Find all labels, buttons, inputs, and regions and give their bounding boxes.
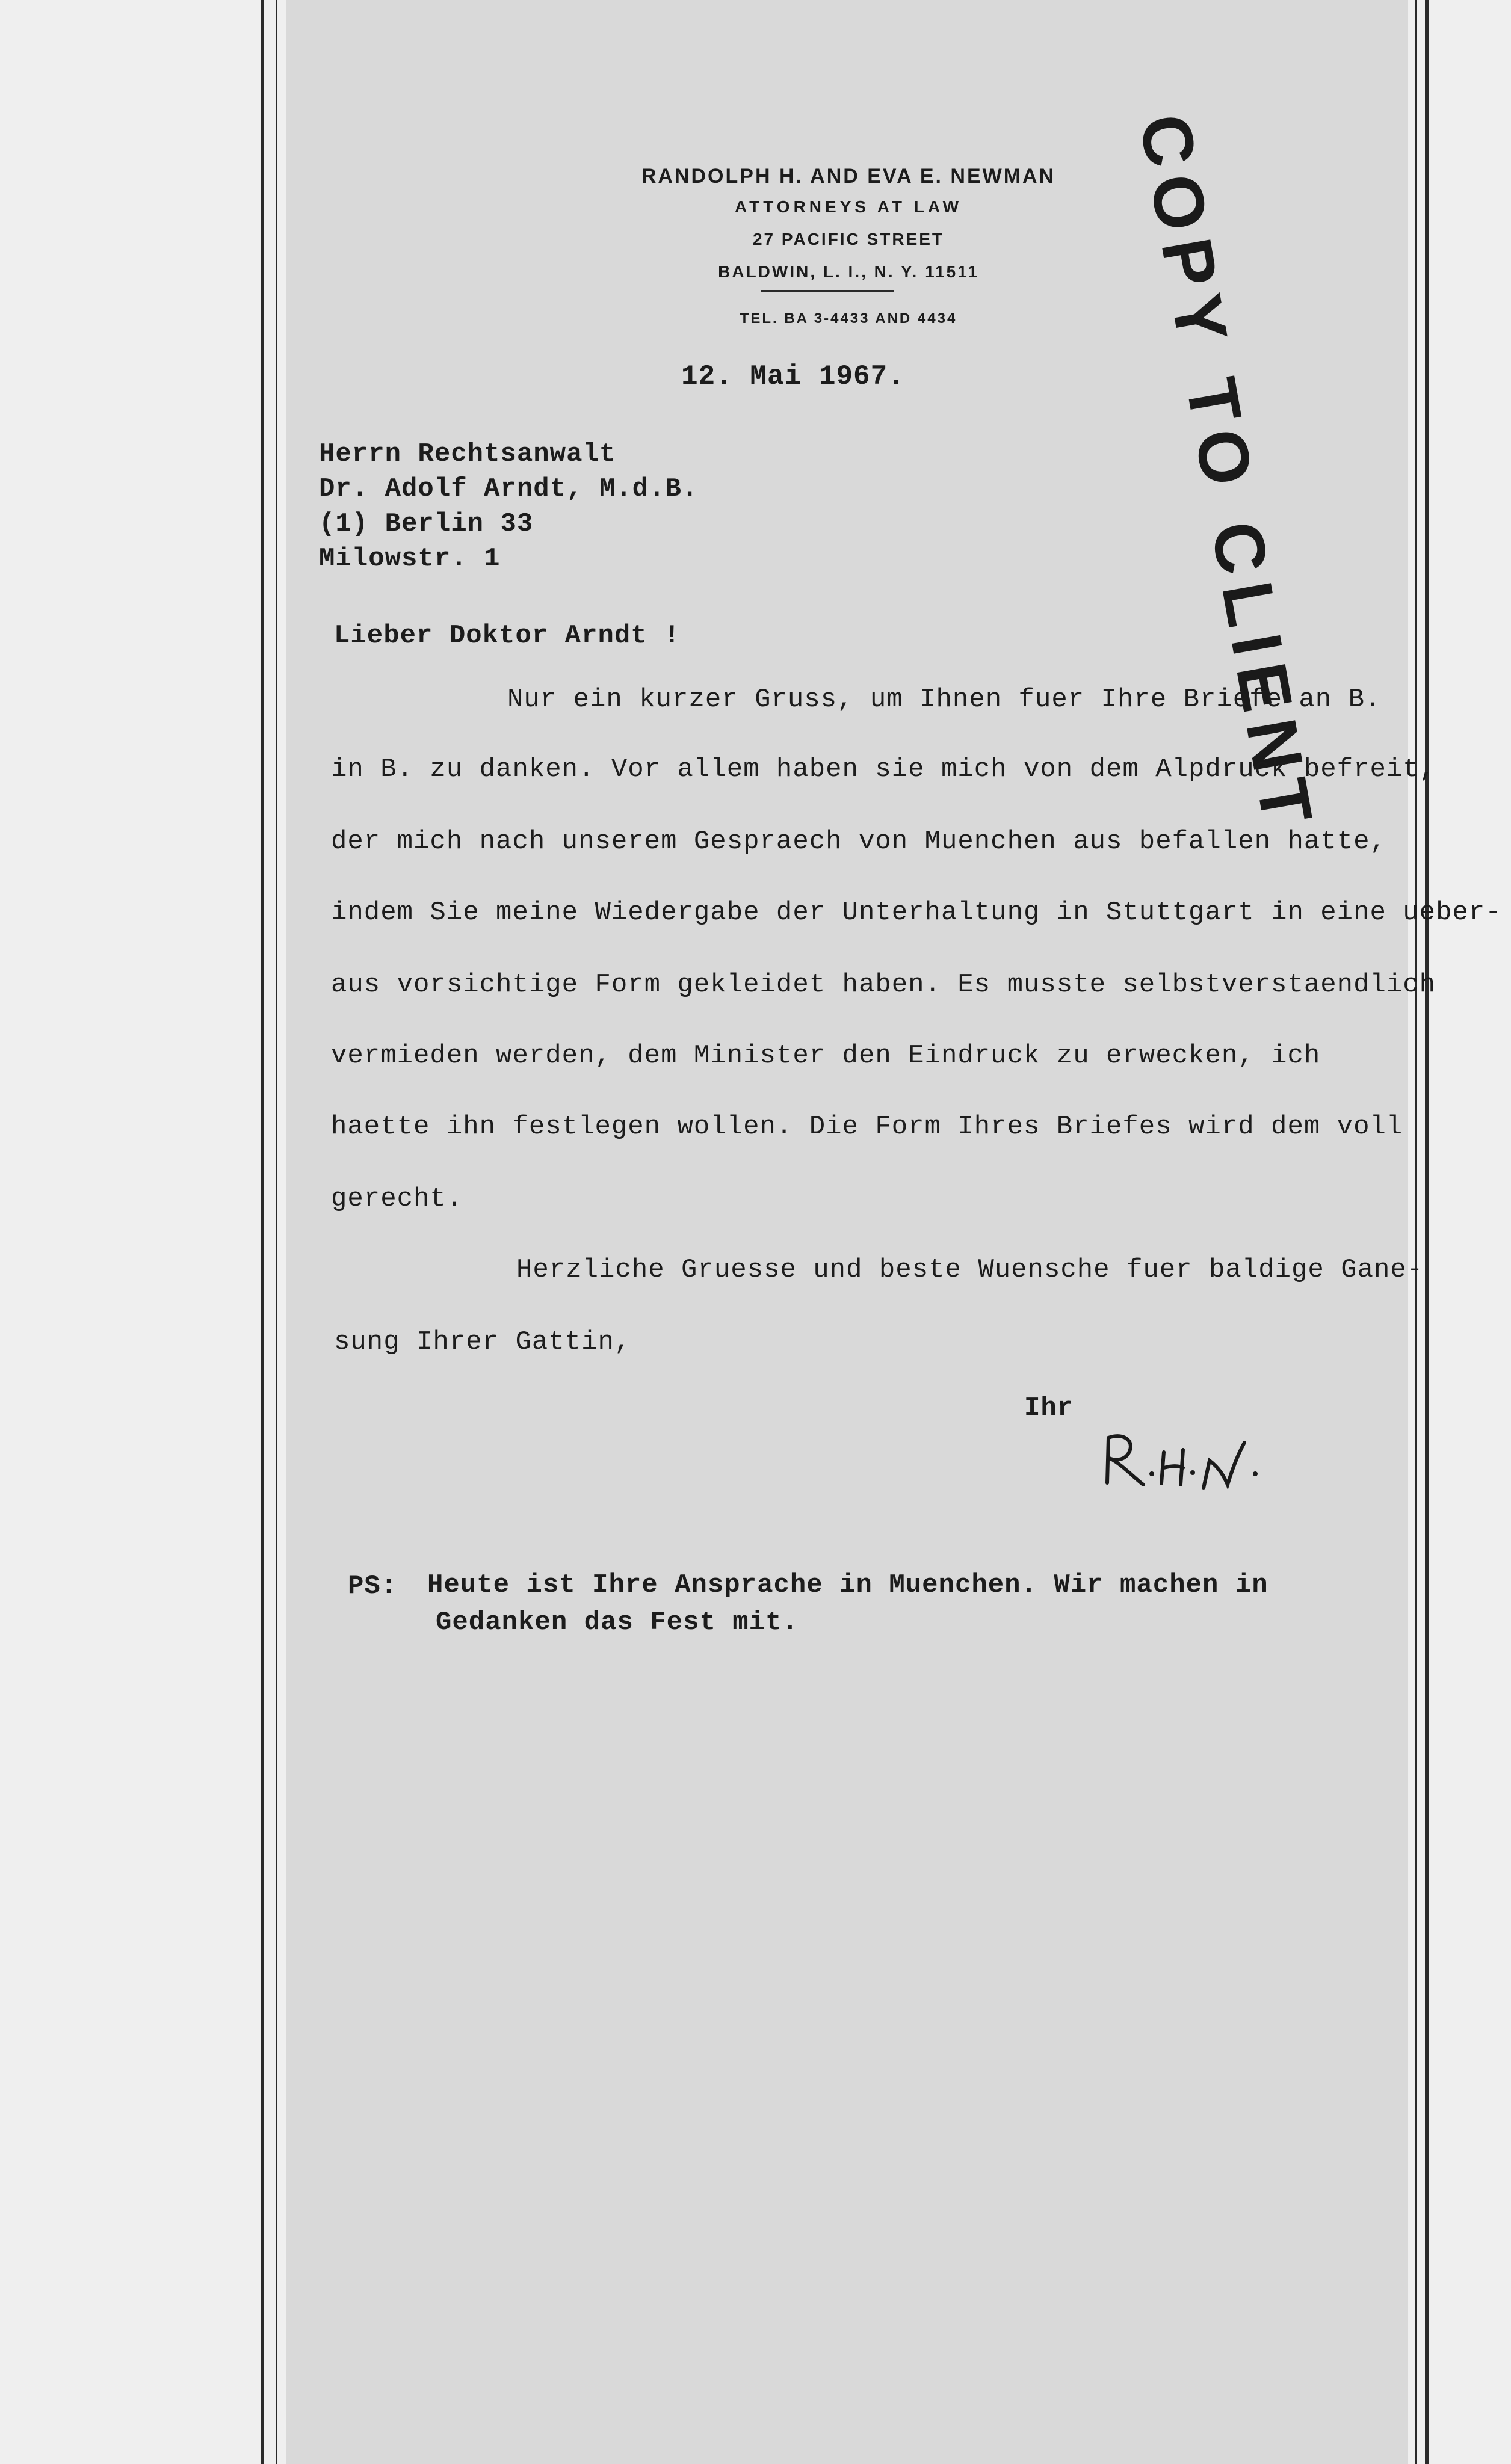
body-line: Nur ein kurzer Gruss, um Ihnen fuer Ihre Briefe an B. <box>507 685 1382 715</box>
closing: Ihr <box>1024 1393 1074 1423</box>
letterhead-profession: ATTORNEYS AT LAW <box>734 197 963 216</box>
body-line: vermieden werden, dem Minister den Eindruck zu erwecken, ich <box>331 1041 1321 1071</box>
body-line: aus vorsichtige Form gekleidet haben. Es musste selbstverstaendlich <box>331 970 1436 1000</box>
recipient-line: Dr. Adolf Arndt, M.d.B. <box>319 474 699 504</box>
letter-date: 12. Mai 1967. <box>681 361 905 392</box>
recipient-line: Milowstr. 1 <box>319 544 501 574</box>
body-line: haette ihn festlegen wollen. Die Form Ihres Briefes wird dem voll <box>331 1112 1403 1142</box>
letterhead-city: BALDWIN, L. I., N. Y. 11511 <box>718 262 979 281</box>
letterhead-divider <box>761 290 894 292</box>
letterhead-street: 27 PACIFIC STREET <box>752 230 945 248</box>
right-margin-rule <box>1415 0 1417 2464</box>
recipient-line: (1) Berlin 33 <box>319 509 534 539</box>
body-line: indem Sie meine Wiedergabe der Unterhaltung in Stuttgart in eine ueber- <box>331 898 1502 928</box>
body-line: sung Ihrer Gattin, <box>334 1327 631 1357</box>
left-margin-rule <box>261 0 264 2464</box>
body-line: gerecht. <box>331 1184 463 1214</box>
recipient-line: Herrn Rechtsanwalt <box>319 439 616 469</box>
letterhead-telephone: TEL. BA 3-4433 AND 4434 <box>740 310 957 327</box>
left-margin-rule-inner <box>276 0 277 2464</box>
body-line: der mich nach unserem Gespraech von Muenchen aus befallen hatte, <box>331 827 1386 857</box>
postscript-label: PS: <box>348 1571 398 1601</box>
signature <box>1101 1426 1264 1498</box>
body-line: Herzliche Gruesse und beste Wuensche fuer baldige Gane- <box>516 1255 1424 1285</box>
copy-to-client-stamp: COPY TO CLIENT <box>1124 108 1329 839</box>
postscript-line: Heute ist Ihre Ansprache in Muenchen. Wir machen in <box>427 1570 1268 1600</box>
postscript-line: Gedanken das Fest mit. <box>436 1607 799 1637</box>
letterhead-names: RANDOLPH H. AND EVA E. NEWMAN <box>641 165 1056 188</box>
salutation: Lieber Doktor Arndt ! <box>334 621 681 651</box>
right-margin-rule-outer <box>1425 0 1429 2464</box>
body-line: in B. zu danken. Vor allem haben sie mich von dem Alpdruck befreit, <box>331 754 1436 784</box>
